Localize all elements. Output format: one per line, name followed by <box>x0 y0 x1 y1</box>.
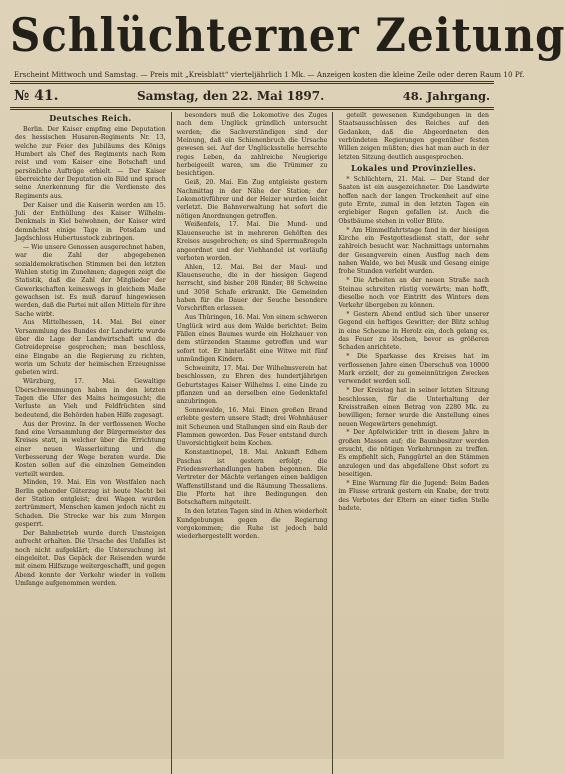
article-paragraph: * Gestern Abend entlud sich über unserer Gegend ein heftiges Gewitter; der Blitz schlug in eine Scheune in Herolz ein, doch gelang es, das Feuer zu löschen, bevor es größeren Schaden anrichtete. <box>338 311 490 352</box>
article-paragraph: Schweinitz, 17. Mai. Der Wilhelmsverein hat beschlossen, zu Ehren des hundertjährigen Geburtstages Kaiser Wilhelms I. eine Linde zu pflanzen und an derselben eine Gedenktafel anzubringen. <box>176 364 328 406</box>
article-paragraph: Aus der Provinz. In der verflossenen Woche fand eine Versammlung der Bürgermeister des Kreises statt, in welcher über die Errichtung einer neuen Wasserleitung und die Verbesserung der Wege beraten wurde. Die Kosten sollen auf die einzelnen Gemeinden verteilt werden. <box>15 420 166 478</box>
article-paragraph: Der Bahnbetrieb wurde durch Umsteigen aufrecht erhalten. Die Ursache des Unfalles ist noch nicht aufgeklärt; die Untersuchung ist eingeleitet. Das Gepäck der Reisenden wurde mit einem Hilfszuge weitergeschafft, und gegen Abend konnte der Verkehr wieder in vollem Umfange aufgenommen werden. <box>15 530 166 588</box>
article-paragraph: Der Kaiser und die Kaiserin werden am 15. Juli der Enthüllung des Kaiser Wilhelm-Denkmals in Kiel beiwohnen, der Kaiser wird demnächst einige Tage in Potsdam und Jagdschloss Hubertusstock zubringen. <box>15 201 166 242</box>
article-paragraph: Geiß, 20. Mai. Ein Zug entgleiste gestern Nachmittag in der Nähe der Station; der Lokomotivführer und der Heizer wurden leicht verletzt. Die Bahnverwaltung hat sofort die nötigen Anordnungen getroffen. <box>176 179 328 220</box>
article-paragraph: Aus Thüringen, 16. Mai. Von einem schweren Unglück wird aus dem Walde berichtet: Beim Fällen eines Baumes wurde ein Holzhauer von dem stürzenden Stamme getroffen und war sofort tot. Er hinterläßt eine Witwe mit fünf unmündigen Kindern. <box>176 314 328 363</box>
issue-date: Samstag, den 22. Mai 1897. <box>136 89 325 103</box>
issue-line <box>10 86 494 105</box>
issue-volume: 48. Jahrgang. <box>402 89 490 103</box>
article-paragraph: * Die Arbeiten an der neuen Straße nach Steinau schreiten rüstig vorwärts; man hofft, dieselbe noch vor Eintritt des Winters dem Verkehr übergeben zu können. <box>338 277 490 310</box>
divider <box>10 81 494 84</box>
newspaper-masthead: Schlüchterner Zeitung <box>10 8 565 62</box>
article-paragraph: Minden, 19. Mai. Ein von Westfalen nach Berlin gehender Güterzug ist heute Nacht bei der Station entgleist; drei Wagen wurden zertrümmert, Menschen kamen jedoch nicht zu Schaden. Die Strecke war bis zum Morgen gesperrt. <box>15 479 166 529</box>
column-middle <box>171 112 333 774</box>
section-heading-lokales: Lokales und Provinzielles. <box>351 163 477 174</box>
article-paragraph: Sonnewalde, 16. Mai. Einen großen Brand erlebte gestern unsere Stadt; drei Wohnhäuser mit Scheunen und Stallungen sind ein Raub der Flammen geworden. Das Feuer entstand durch Unvorsichtigkeit beim Kochen. <box>176 407 328 448</box>
article-paragraph: * Der Kreistag hat in seiner letzten Sitzung beschlossen, für die Unterhaltung der Kreisstraßen einen Betrag von 2280 Mk. zu bewilligen; ferner wurde die Anstellung eines neuen Wegewärters genehmigt. <box>338 387 490 428</box>
issue-number: № 41. <box>14 88 59 104</box>
article-paragraph: * Am Himmelfahrtstage fand in der hiesigen Kirche ein Festgottesdienst statt, der sehr zahlreich besucht war. Nachmittags unternahm der Gesangverein einen Ausflug nach dem nahen Walde, wo bei Musik und Gesang einige frohe Stunden verlebt wurden. <box>338 226 490 276</box>
article-paragraph: * Der Apfelwickler tritt in diesem Jahre in großen Massen auf; die Baumbesitzer werden ersucht, die nötigen Vorkehrungen zu treffen. Es empfiehlt sich, Fanggürtel an den Stämmen anzulegen und das abgefallene Obst sofort zu beseitigen. <box>338 429 490 479</box>
divider <box>10 107 494 110</box>
article-paragraph: * Schlüchtern, 21. Mai. — Der Stand der Saaten ist ein ausgezeichneter. Die Landwirte hoffen nach der langen Trockenheit auf eine gute Ernte, zumal in den letzten Tagen ein ergiebiger Regen gefallen ist. Auch die Obstbäume stehen in voller Blüte. <box>338 176 490 225</box>
article-paragraph: * Eine Warnung für die Jugend: Beim Baden im Flusse ertrank gestern ein Knabe, der trotz des Verbotes der Eltern an einer tiefen Stelle badete. <box>338 479 490 512</box>
section-heading-deutsches-reich: Deutsches Reich. <box>49 113 132 123</box>
article-paragraph: besonders muß die Lokomotive des Zuges nach dem Unglück gründlich untersucht werden; die Sachverständigen sind der Meinung, daß ein Schienenbruch die Ursache gewesen sei. Auf der Unglücksstelle herrschte reges Leben, da zahlreiche Neugierige herbeigeeilt waren, um die Trümmer zu besichtigen. <box>176 112 328 178</box>
article-paragraph: Konstantinopel, 18. Mai. Ankunft Edhem Paschas ist gestern erfolgt; die Friedensverhandlungen haben begonnen. Die Vertreter der Mächte verlangen einen baldigen Waffenstillstand und die Räumung Thessaliens. Die Pforte hat ihre Bedingungen den Botschaftern mitgeteilt. <box>176 449 328 507</box>
article-paragraph: In den letzten Tagen sind in Athen wiederholt Kundgebungen gegen die Regierung vorgekommen; die Ruhe ist jedoch bald wiederhergestellt worden. <box>176 508 328 541</box>
column-left <box>10 112 171 774</box>
article-paragraph: * Die Sparkasse des Kreises hat im verflossenen Jahre einen Überschuß von 10000 Mark erzielt, der zu gemeinnützigen Zwecken verwendet werden soll. <box>338 353 490 386</box>
text-columns <box>10 112 494 774</box>
column-right <box>332 112 494 774</box>
article-paragraph: Aus Mittelhessen, 14. Mai. Bei einer Versammlung des Bundes der Landwirte wurde über die Lage der Landwirtschaft und die Getreidepreise gesprochen; man beschloss, eine Eingabe an die Regierung zu richten, worin um Schutz der heimischen Erzeugnisse gebeten wird. <box>15 319 166 377</box>
article-paragraph: Ahlen, 12. Mai. Bei der Maul- und Klauenseuche, die in der hiesigen Gegend herrscht, sind bisher 208 Rinder, 88 Schweine und 3058 Schafe erkrankt. Die Gemeinden haben für die Dauer der Seuche besondere Vorschriften erlassen. <box>176 263 328 313</box>
article-paragraph: Weißenfels, 17. Mai. Die Mund- und Klauenseuche ist in mehreren Gehöften des Kreises ausgebrochen; es sind Sperrmaßregeln angeordnet und der Viehhandel ist vorläufig verboten worden. <box>176 221 328 262</box>
article-paragraph: Würzburg, 17. Mai. Gewaltige Überschwemmungen haben in den letzten Tagen die Ufer des Mains heimgesucht; die Verluste an Vieh und Feldfrüchten sind bedeutend, die Behörden haben Hilfe zugesagt. <box>15 378 166 419</box>
subscription-line: Erscheint Mittwoch und Samstag. — Preis mit „Kreisblatt“ vierteljährlich 1 Mk. — Anzeigen kosten die kleine Zeile oder deren Raum 10 Pf. <box>14 70 525 79</box>
article-paragraph: geteilt gewesenen Kundgebungen in den Staatsausschüssen des Reiches auf den Gedanken, daß die Abgeordneten den verbündeten Regierungen gegenüber festen Willen zeigen müßten; dies hat man auch in der letzten Sitzung deutlich ausgesprochen. <box>338 112 490 161</box>
article-paragraph: — Wie unsere Genossen ausgerechnet haben, war die Zahl der abgegebenen sozialdemokratischen Stimmen bei den letzten Wahlen stetig im Zunehmen; dagegen zeigt die Statistik, daß die Zahl der Mitglieder der Gewerkschaften keineswegs in gleichem Maße gewachsen ist. Es muß darauf hingewiesen werden, daß die Partei mit allen Mitteln für ihre Sache wirbt. <box>15 243 166 318</box>
article-paragraph: Berlin. Der Kaiser empfing eine Deputation des hessischen Husaren-Regiments Nr. 13, welche zur Feier des Jubiläums des Königs Humbert als Chef des Regiments nach Rom reist und vom Kaiser eine Botschaft und persönliche Aufträge erhielt. — Der Kaiser überreichte der Deputation ein Bild und sprach seine Anerkennung für die Verdienste des Regiments aus. <box>15 126 166 200</box>
